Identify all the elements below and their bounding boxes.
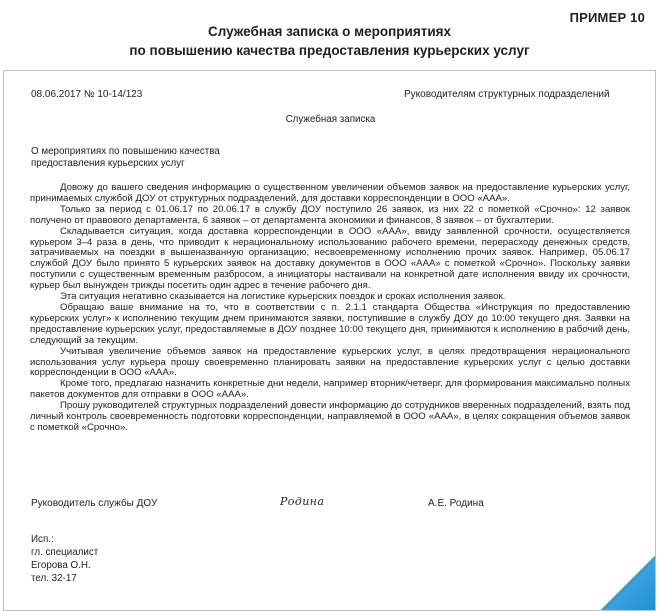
- page-title-line-2: по повышению качества предоставления курьерских услуг: [129, 43, 530, 58]
- document-body: [30, 183, 630, 434]
- example-label: ПРИМЕР 10: [569, 10, 645, 25]
- memo-title: Служебная записка: [285, 114, 376, 125]
- document-sheet: [3, 70, 656, 611]
- signer-name: А.Е. Родина: [428, 498, 484, 509]
- signer-position: Руководитель службы ДОУ: [31, 498, 158, 509]
- handwritten-signature: Родина: [280, 495, 325, 508]
- body-paragraph-7: Кроме того, предлагаю назначить конкретные дни недели, например вторник/четверг, для формирования максимально полных пакетов документов для отправки в ООО «ААА».: [30, 378, 630, 401]
- body-paragraph-5: Обращаю ваше внимание на то, что в соответствии с п. 2.1.1 стандарта Общества «Инструкция по предоставлению курьерских услуг» к исполнению текущим днем принимаются заявки, поступившие в службу ДОУ до 10:00 текущего дня. Заявки на предоставление курьерских услуг, предоставляемые в ДОУ позднее 10:00 текущего дня, принимаются к исполнению в рабочий день, следующий за текущим.: [30, 301, 630, 346]
- executor-position: гл. специалист: [31, 547, 99, 558]
- document-addressee: Руководителям структурных подразделений: [404, 89, 610, 100]
- executor-name: Егорова О.Н.: [31, 560, 91, 571]
- executor-label: Исп.:: [31, 534, 54, 545]
- body-paragraph-6: Учитывая увеличение объемов заявок на предоставление курьерских услуг, в целях предотвращения нерационального использования услуг курьера прошу своевременно планировать заявки на предоставление курьерских услуг с целью доставки корреспонденции в ООО «ААА».: [30, 345, 630, 379]
- body-paragraph-3: Складывается ситуация, когда доставка корреспонденции в ООО «ААА», ввиду заявленной срочности, осуществляется курьером 3–4 раза в день, что приводит к нерациональному использованию рабочего времени, перерасходу денежных средств, затрачиваемых на поездки в вышеназванную организацию, несвоевременному исполнению прочих заявок. Например, 05.06.17 службой ДОУ было принято 5 курьерских заявок на доставку документов в ООО «ААА» с пометкой «Срочно». Поскольку заявки поступили с существенным временным разбросом, а инициаторы настаивали на конкретной дате исполнения ввиду их срочности, курьер был вынужден трижды посетить один адрес в течение рабочего дня.: [30, 225, 630, 292]
- body-paragraph-8: Прошу руководителей структурных подразделений довести информацию до сотрудников вверенных подразделений, взять под личный контроль своевременность подготовки корреспонденции, направляемой в ООО «ААА», в целях сокращения объемов заявок с пометкой «Срочно».: [30, 400, 630, 433]
- page-title-line-1: Служебная записка о мероприятиях: [207, 24, 452, 39]
- document-subject: [31, 146, 220, 169]
- subject-line-1: О мероприятиях по повышению качества: [31, 146, 220, 157]
- page-header: [0, 0, 659, 66]
- executor-phone: тел. 32-17: [31, 573, 77, 584]
- body-paragraph-4: Эта ситуация негативно сказывается на логистике курьерских поездок и сроках исполнения заявок.: [60, 291, 506, 303]
- executor-block: [31, 533, 98, 585]
- subject-line-2: предоставления курьерских услуг: [31, 157, 185, 169]
- body-paragraph-2: Только за период с 01.06.17 по 20.06.17 в службу ДОУ поступило 26 заявок, из них 22 с пометкой «Срочно»: 12 заявок получено от правового департамента, 6 заявок – от департамента экономики и финансов, 8 заявок – от бухгалтерии.: [30, 203, 630, 226]
- document-date-number: 08.06.2017 № 10-14/123: [31, 89, 143, 100]
- body-paragraph-1: Довожу до вашего сведения информацию о существенном увеличении объемов заявок на предоставление курьерских услуг, принимаемых службой ДОУ от структурных подразделений, для доставки корреспонденции в ООО «ААА».: [30, 182, 630, 204]
- document-content: [4, 71, 657, 612]
- page-fold-shadow: [601, 556, 655, 610]
